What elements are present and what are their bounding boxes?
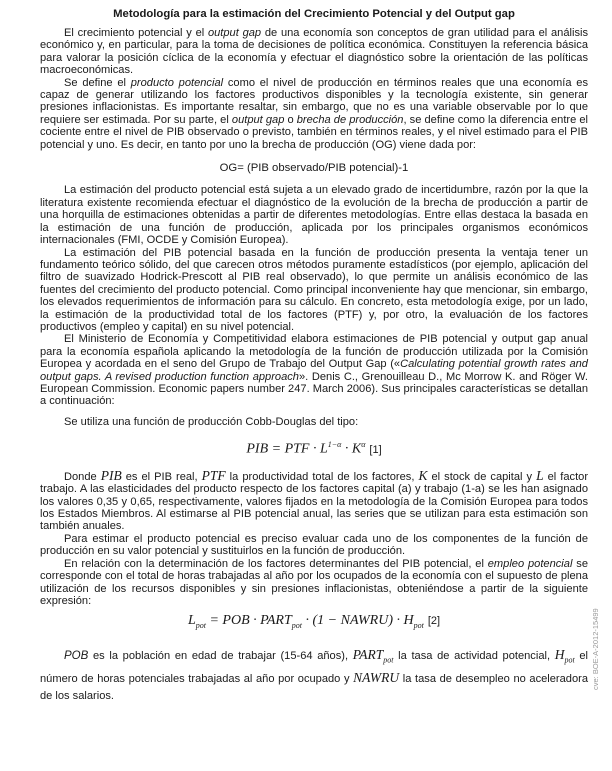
math-var: POB bbox=[64, 650, 89, 663]
paragraph-production-function: La estimación del PIB potencial basada en la función de producción presenta la ventaja tener un fundamento teórico sólido, del que carecen otros métodos puramente estadísticos (por ejemplo, aplicación del filtro de suavizado Hodrick-Prescott al PIB real observado), lo que permite un análisis económico de las fuentes del crecimiento del producto potencial. Como principal inconveniente hay que mencionar, sin embargo, los elevados requerimientos de información para su cálculo. En concreto, esta metodología exige, por un lado, la estimación de la productividad total de los factores (PTF) y, por otro, la evaluación de los factores productivos (empleo y capital) en su nivel potencial. bbox=[40, 246, 588, 333]
eq-subscript: pot bbox=[195, 621, 206, 631]
eq-text: · (1 − NAWRU) · H bbox=[302, 613, 414, 629]
eq-text: PIB = PTF · L bbox=[246, 441, 328, 457]
eq-exponent: 1−α bbox=[327, 440, 342, 450]
formula-output-gap: OG= (PIB observado/PIB potencial)-1 bbox=[219, 162, 409, 175]
emphasis-brecha: brecha de producción bbox=[296, 113, 404, 126]
text: la tasa de desempleo no aceleradora de los salarios. bbox=[40, 672, 589, 702]
equation-number: [2] bbox=[427, 615, 441, 628]
document-title: Metodología para la estimación del Crecimiento Potencial y del Output gap bbox=[113, 8, 515, 20]
text: la tasa de actividad potencial, bbox=[393, 650, 555, 663]
text: El crecimiento potencial y el bbox=[64, 27, 208, 39]
math-var: K bbox=[418, 467, 428, 483]
math-var: L bbox=[536, 467, 544, 483]
text: es la población en edad de trabajar (15-64 años), bbox=[88, 650, 353, 663]
text: el número de horas potenciales trabajadas al año por ocupado y bbox=[40, 650, 588, 685]
text: El Ministerio de Economía y Competitividad elabora estimaciones de PIB potencial y output gap anual para la economía española aplicando la metodología de la función de producción utilizada por la Comisión Europea y acordada en el seno del Grupo de Trabajo del Output Gap (« bbox=[40, 333, 588, 371]
text: Se define el bbox=[64, 76, 131, 89]
eq-text: · K bbox=[341, 441, 362, 457]
text: es el PIB real, bbox=[121, 470, 202, 483]
paragraph-intro bbox=[40, 27, 588, 77]
eq-exponent: α bbox=[361, 440, 366, 450]
paragraph-potential-product bbox=[40, 77, 588, 151]
math-var: NAWRU bbox=[353, 669, 400, 685]
emphasis-empleo-potencial: empleo potencial bbox=[487, 557, 573, 570]
emphasis-output-gap: output gap bbox=[207, 27, 262, 39]
text: la productividad total de los factores, bbox=[225, 470, 419, 483]
eq-text: L bbox=[187, 613, 196, 629]
paragraph-variables-2 bbox=[40, 646, 588, 705]
text: Donde bbox=[64, 470, 101, 483]
text: o bbox=[284, 113, 297, 126]
document-page bbox=[40, 8, 588, 705]
eq-text: = POB · PART bbox=[205, 613, 292, 629]
paragraph-estimate-components: Para estimar el producto potencial es preciso evaluar cada uno de los componentes de la función de producción en su valor potencial y sustituirlos en la función de producción. bbox=[40, 532, 588, 558]
paragraph-potential-employment bbox=[40, 558, 588, 608]
text: el factor trabajo. A las elasticidades del producto respecto de los factores capital (a) y trabajo (1-a) se les han asignado los valores 0,35 y 0,65, respectivamente, valores fijados en la metodología de la Comisión Europea para todos los Estados Miembros. Al estimarse al PIB potencial anual, las series que se utilizan para esta estimación son también anuales. bbox=[40, 470, 589, 533]
paragraph-ministry bbox=[40, 333, 588, 407]
math-var bbox=[352, 647, 394, 665]
text: de una economía son conceptos de gran utilidad para el análisis económico y, en particular, para la toma de decisiones de política económica. Constituyen la referencia básica para valorar la posición cíclica de la economía y efectuar el diagnóstico sobre la orientación de las políticas macroeconómicas. bbox=[40, 27, 589, 77]
text: como el nivel de producción en términos reales que una economía es capaz de generar utilizando los factores productivos disponibles y la tecnología existente, sin generar presiones inflacionistas. Es importante resaltar, sin embargo, que no es una variable observable por lo que requiere ser estimada. Por su parte, el bbox=[40, 76, 588, 126]
var-name: H bbox=[554, 647, 565, 663]
math-var: PIB bbox=[100, 467, 122, 483]
emphasis-producto-potencial: producto potencial bbox=[130, 76, 224, 89]
eq-subscript: pot bbox=[291, 621, 303, 631]
equation-number: [1] bbox=[369, 443, 382, 456]
var-subscript: pot bbox=[564, 655, 575, 665]
var-subscript: pot bbox=[383, 655, 394, 665]
math-var: PTF bbox=[201, 467, 226, 483]
math-var bbox=[554, 647, 575, 665]
text: el stock de capital y bbox=[427, 470, 537, 483]
equation-1 bbox=[40, 437, 588, 458]
emphasis-citation-title: Calculating potential growth rates and output gaps. A revised production function approach bbox=[40, 358, 588, 383]
emphasis-output-gap: output gap bbox=[231, 113, 285, 126]
paragraph-uncertainty: La estimación del producto potencial está sujeta a un elevado grado de incertidumbre, razón por la que la literatura existente recomienda efectuar el diagnóstico de la evolución de la brecha de producción a partir de una horquilla de estimaciones obtenidas a partir de diferentes metodologías. Entre ellas destaca la basada en la estimación de una función de producción, aplicada por los principales organismos económicos internacionales (FMI, OCDE y Comisión Europea). bbox=[40, 184, 588, 247]
text: En relación con la determinación de los factores determinantes del PIB potencial, el bbox=[64, 557, 488, 570]
text: se corresponde con el total de horas trabajadas al año por los ocupados de la economía con el supuesto de plena utilización de los recursos disponibles y sin presiones inflacionistas, obteniéndose a partir de la siguiente expresión: bbox=[40, 557, 588, 607]
equation-2 bbox=[40, 613, 588, 634]
paragraph-cobb-douglas-intro: Se utiliza una función de producción Cobb-Douglas del tipo: bbox=[64, 415, 359, 428]
eq-subscript: pot bbox=[413, 621, 424, 631]
paragraph-variables-1 bbox=[40, 467, 589, 533]
side-cve-label: cve: BOE-A-2012-15499 bbox=[591, 608, 600, 690]
text: ». Denis C., Grenouilleau D., Mc Morrow K. and Röger W. European Commission. Economic papers number 247. March 2006). Sus principales características se detallan a continuación: bbox=[40, 370, 588, 408]
var-name: PART bbox=[352, 647, 384, 663]
text: , se define como la diferencia entre el cociente entre el nivel de PIB observado o previsto, también en términos reales, y el nivel estimado para el PIB potencial y uno. Es decir, en tanto por uno la brecha de producción (OG) viene dada por: bbox=[40, 113, 588, 151]
